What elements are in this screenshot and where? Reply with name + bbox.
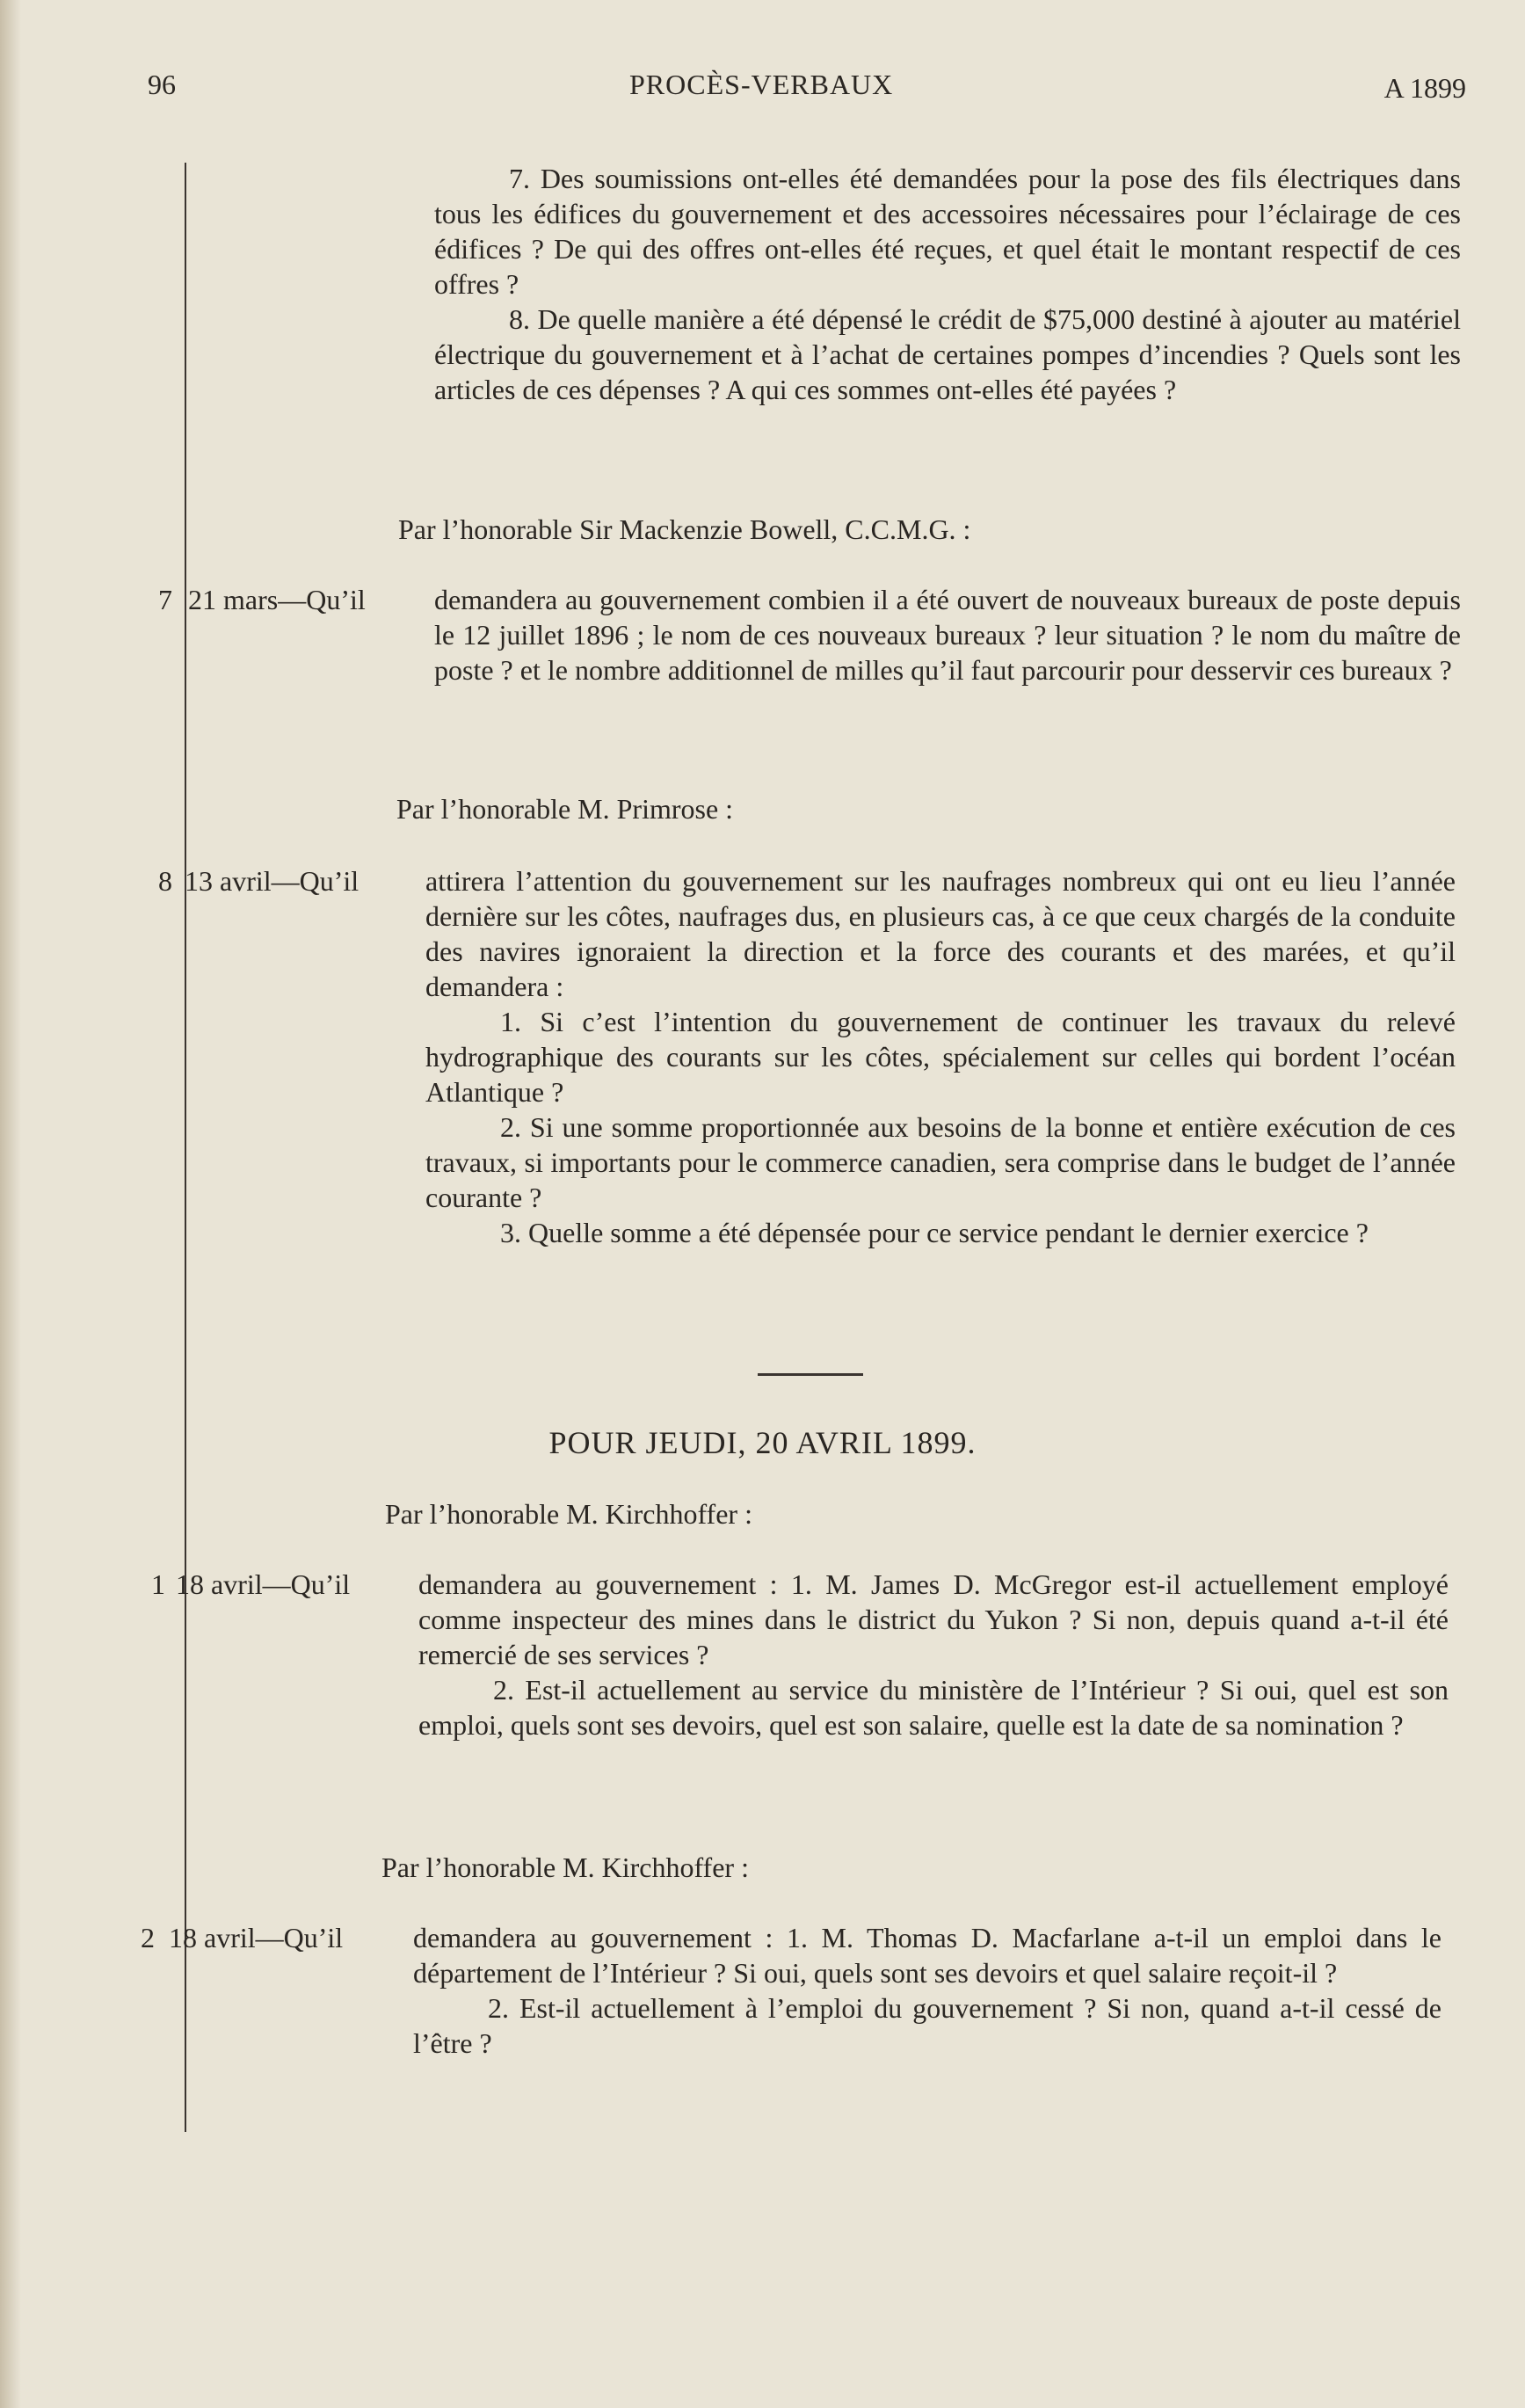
item-1-sub-2: 2. Est-il actuellement au service du ministère de l’Intérieur ? Si oui, quel est son emploi, quels sont ses devoirs, quel est son salaire, quelle est la date de sa nomination ? — [418, 1674, 1449, 1741]
item-7-label: 21 mars—Qu’il — [188, 584, 366, 615]
item-8-text: attirera l’attention du gouvernement sur les naufrages nombreux qui ont eu lieu l’année dernière sur les côtes, naufrages dus, en plusieurs cas, à ce que ceux chargés de la conduite des navires ignoraient la direction et la force des courants et des marées, et qu’il demandera : — [425, 865, 1456, 1002]
item-1-label: 18 avril—Qu’il — [176, 1568, 351, 1600]
margin-rule — [185, 163, 186, 2132]
item-2-sub-2: 2. Est-il actuellement à l’emploi du gouvernement ? Si non, quand a-t-il cessé de l’être ? — [413, 1992, 1441, 2059]
continued-questions — [434, 161, 1461, 407]
section-heading: POUR JEUDI, 20 AVRIL 1899. — [548, 1425, 977, 1460]
item-8-sub-3: 3. Quelle somme a été dépensée pour ce service pendant le dernier exercice ? — [500, 1217, 1369, 1248]
item-2-body — [413, 1920, 1441, 2061]
item-7-text: demandera au gouvernement combien il a été ouvert de nouveaux bureaux de poste depuis le 12 juillet 1896 ; le nom de ces nouveaux bureaux ? leur situation ? le nom du maître de poste ? et le nombre additionnel de milles qu’il faut parcourir pour desservir ces bureaux ? — [434, 584, 1461, 686]
item-7-body — [434, 582, 1461, 687]
mover-bowell: Par l’honorable Sir Mackenzie Bowell, C.C.M.G. : — [398, 513, 971, 545]
item-2-text: demandera au gouvernement : 1. M. Thomas D. Macfarlane a-t-il un emploi dans le département de l’Intérieur ? Si oui, quels sont ses devoirs et quel salaire reçoit-il ? — [413, 1922, 1441, 1989]
item-2-label: 18 avril—Qu’il — [169, 1922, 344, 1953]
item-7-number: 7 — [158, 584, 172, 615]
question-8: 8. De quelle manière a été dépensé le crédit de $75,000 destiné à ajouter au matériel électrique du gouvernement et à l’achat de certaines pompes d’incendies ? Quels sont les articles de ces dépenses ? A qui ces sommes ont-elles été payées ? — [434, 303, 1461, 405]
item-1-body — [418, 1567, 1449, 1742]
item-8-label: 13 avril—Qu’il — [185, 865, 359, 897]
running-title: PROCÈS-VERBAUX — [629, 69, 894, 100]
item-8-body — [425, 863, 1456, 1250]
item-8-sub-1: 1. Si c’est l’intention du gouvernement de continuer les travaux du relevé hydrographique des courants sur les côtes, spécialement sur celles qui bordent l’océan Atlantique ? — [425, 1006, 1456, 1108]
item-8-sub-2: 2. Si une somme proportionnée aux besoins de la bonne et entière exécution de ces travaux, si importants pour le commerce canadien, sera comprise dans le budget de l’année courante ? — [425, 1111, 1456, 1213]
section-divider — [758, 1373, 863, 1376]
item-2-number: 2 — [141, 1922, 155, 1953]
page-number: 96 — [148, 69, 176, 100]
running-year: A 1899 — [1383, 72, 1466, 104]
item-1-number: 1 — [151, 1568, 165, 1600]
item-1-text: demandera au gouvernement : 1. M. James D. McGregor est-il actuellement employé comme inspecteur des mines dans le district du Yukon ? Si non, depuis quand a-t-il été remercié de ses services ? — [418, 1568, 1449, 1670]
mover-primrose: Par l’honorable M. Primrose : — [396, 793, 734, 825]
page-header — [148, 69, 1466, 113]
mover-kirchhoffer-1: Par l’honorable M. Kirchhoffer : — [385, 1498, 752, 1530]
mover-kirchhoffer-2: Par l’honorable M. Kirchhoffer : — [381, 1851, 749, 1883]
page-edge-shadow — [0, 0, 21, 2408]
item-8-number: 8 — [158, 865, 172, 897]
question-7: 7. Des soumissions ont-elles été demandées pour la pose des fils électriques dans tous les édifices du gouvernement et des accessoires nécessaires pour l’éclairage de ces édifices ? De qui des offres ont-elles été reçues, et quel était le montant respectif de ces offres ? — [434, 163, 1461, 300]
